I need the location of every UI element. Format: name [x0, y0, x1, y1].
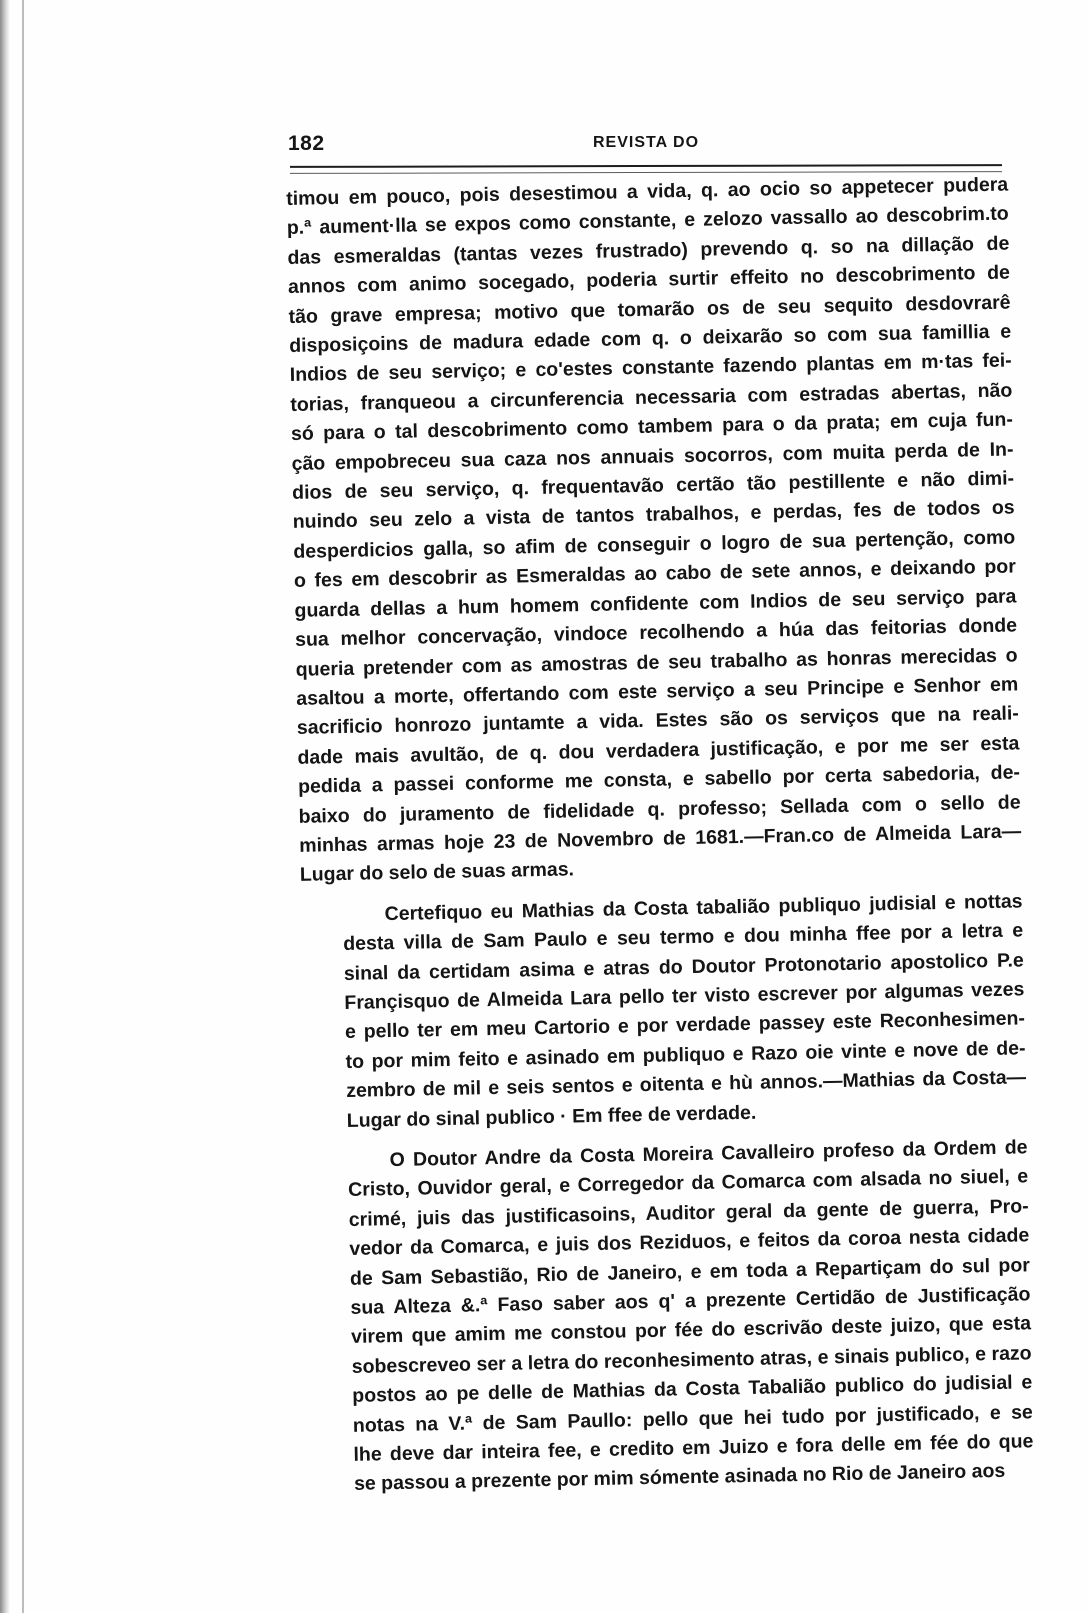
page-edge-shadow [0, 0, 10, 1613]
text-line: queria pretender com as amostras de seu trabalho as honras merecidas o [295, 643, 1018, 681]
text-line: Lugar do selo de suas armas. [299, 858, 575, 887]
text-line: virem que amim me constou por fée do escrivão deste juizo, que esta [350, 1312, 1032, 1349]
text-line: o fes em descobrir as Esmeraldas ao cabo de sete annos, e deixando por [293, 555, 1017, 593]
text-line: vedor da Comarca, e juis dos Reziduos, e feitos da coroa nesta cidade [349, 1224, 1030, 1261]
text-line: sua melhor concervação, vindoce recolhendo a húa das feitorias donde [294, 614, 1018, 651]
text-line: ção empobreceu sua caza nos annuais socorros, com muita perda de In- [291, 438, 1014, 475]
text-line: postos ao pe delle de Mathias da Costa Tabalião publico do judisial e [352, 1371, 1033, 1408]
text-line: baixo do juramento de fidelidade q. professo; Sellada com o sello de [298, 790, 1021, 828]
text-line: lhe deve dar inteira fee, e credito em Juizo e fora delle em fée do que [353, 1430, 1034, 1466]
text-line: zembro de mil e seis sentos e oitenta e hù annos.—Mathias da Costa— [345, 1066, 1027, 1103]
paragraph [286, 171, 1022, 891]
text-line: e pello ter em meu Cartorio e por verdade passey este Reconhesimen- [344, 1007, 1026, 1044]
text-line: Françisquo de Almeida Lara pello ter visto escrever por algumas vezes [344, 978, 1025, 1014]
text-line: tão grave empresa; motivo que tomarão os de seu sequito desdovrarê [288, 291, 1011, 328]
text-line: sua Alteza &.ª Faso saber aos q' a prezente Certidão de Justificação [350, 1283, 1031, 1319]
text-line: to por mim feito e asinado em publiquo e Razo oie vinte e nove de de- [345, 1037, 1026, 1073]
text-line: das esmeraldas (tantas vezes frustrado) prevendo q. so na dillação de [287, 232, 1010, 269]
text-line: de Sam Sebastião, Rio de Janeiro, e em toda a Repartiçam do sul por [349, 1253, 1031, 1290]
text-line: O Doutor Andre da Costa Moreira Cavalleiro profeso da Ordem de [389, 1136, 1028, 1172]
text-line: Certefiquo eu Mathias da Costa tabalião publiquo judisial e nottas [384, 890, 1023, 925]
text-line: minhas armas hoje 23 de Novembro de 1681.—Fran.co de Almeida Lara— [299, 820, 1022, 857]
text-line: desperdicios galla, so afim de conseguir o logro de sua pertenção, como [293, 526, 1016, 563]
text-line: desta villa de Sam Paulo e seu termo e dou minha ffee por a letra e [343, 919, 1024, 956]
text-line: dios de seu serviço, q. frequentavão certão tão pestillente e não dimi- [291, 467, 1015, 504]
running-title: REVISTA DO [593, 134, 700, 151]
text-line: pedida a passei conforme me consta, e sabello por certa sabedoria, de- [297, 761, 1021, 799]
running-header [288, 128, 1004, 162]
body-text [286, 171, 1034, 1501]
text-line: p.ª aument·lla se expos como constante, e zelozo vassallo ao descobrim.to [286, 202, 1009, 240]
text-line: sinal da certidam asima e atras do Doutor Protonotario apostolico P.e [343, 948, 1024, 985]
text-line: torias, franqueou a circunferencia necessaria com estradas abertas, não [290, 379, 1013, 416]
text-line: sobescreveo ser a letra do reconhesimento atras, e sinais publico, e razo [351, 1342, 1032, 1378]
text-line: timou em pouco, pois desestimou a vida, q. ao ocio so appetecer pudera [286, 173, 1009, 210]
paragraph [300, 887, 1027, 1137]
text-line: disposiçoins de madura edade com q. o deixarão so com sua famillia e [289, 320, 1012, 357]
text-line: nuindo seu zelo a vista de tantos trabalhos, e perdas, fes de todos os [292, 496, 1015, 534]
page-fold-line [22, 0, 24, 1613]
text-line: guarda dellas a hum homem confidente com Indios de seu serviço para [294, 585, 1017, 622]
paragraph [305, 1133, 1034, 1500]
text-line: notas na V.ª de Sam Paullo: pello que hei tudo por justificado, e se [352, 1400, 1033, 1437]
text-line: sacrificio honrozo juntamte a vida. Estes são os serviços que na reali- [296, 702, 1019, 740]
text-line: Lugar do sinal publico · Em ffee de verdade. [346, 1101, 757, 1132]
text-line: se passou a prezente por mim sómente asinada no Rio de Janeiro aos [353, 1460, 1006, 1496]
text-line: dade mais avultão, de q. dou verdadera justificação, e por me ser esta [297, 732, 1020, 769]
page-number: 182 [288, 132, 325, 155]
text-line: asaltou a morte, offertando com este serviço a seu Principe e Senhor em [296, 673, 1019, 710]
text-line: Indios de seu serviço; e co'estes constante fazendo plantas em m·tas fei- [289, 349, 1012, 387]
text-line: annos com animo socegado, poderia surtir effeito no descobrimento de [287, 261, 1011, 299]
text-line: Cristo, Ouvidor geral, e Corregedor da Comarca com alsada no siuel, e [347, 1165, 1029, 1202]
text-line: só para o tal descobrimento como tambem para o da prata; em cuja fun- [290, 408, 1014, 446]
text-line: crimé, juis das justificasoins, Auditor geral da gente de guerra, Pro- [348, 1195, 1029, 1231]
